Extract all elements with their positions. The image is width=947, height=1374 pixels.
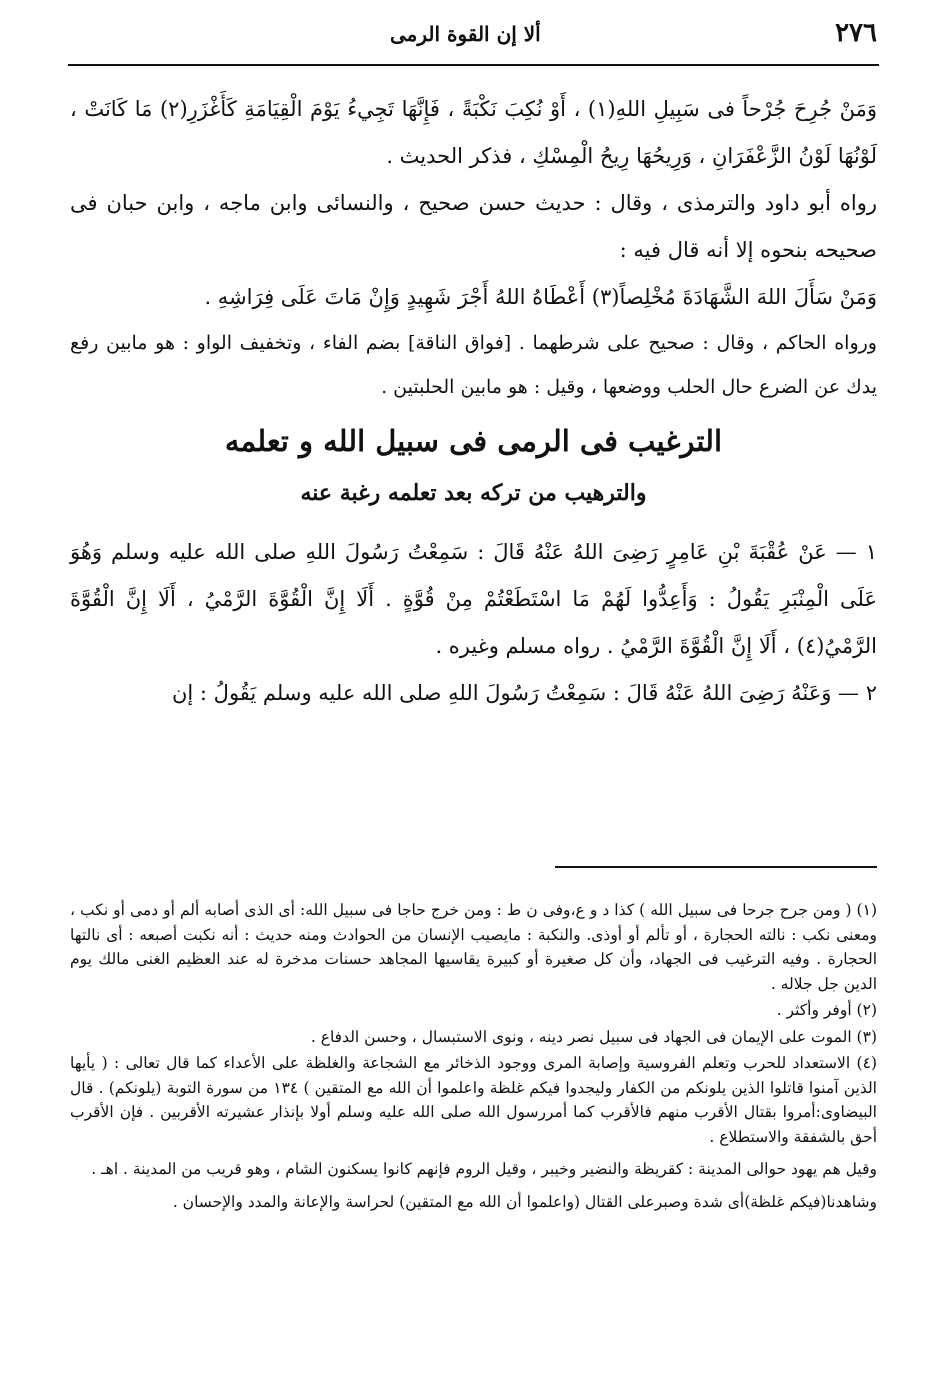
footnote-2: (٢) أوفر وأكثر . [776, 1001, 877, 1019]
footnote-4-continued: وقيل هم يهود حوالى المدينة : كقريظة والنضير وخيبر ، وقيل الروم فإنهم كانوا يسكنون الشام ، وهو قريب من المدينة . اهـ . [91, 1160, 877, 1178]
chapter-subheading: والترهيب من تركه بعد تعلمه رغبة عنه [300, 480, 647, 506]
paragraph-narration: رواه أبو داود والترمذى ، وقال : حديث حسن صحيح ، والنسائى وابن ماجه ، وابن حبان فى صحيحه بنحوه إلا أنه قال فيه : [70, 191, 877, 262]
paragraph-commentary: ورواه الحاكم ، وقال : صحيح على شرطهما . [فواق الناقة] بضم الفاء ، وتخفيف الواو : هو مابين رفع يدك عن الضرع حال الحلب ووضعها ، وقيل : هو مابين الحلبتين . [70, 332, 877, 398]
main-text [70, 86, 877, 717]
running-title: ألا إن القوة الرمى [390, 22, 541, 46]
footnote-divider [555, 866, 877, 868]
chapter-heading: الترغيب فى الرمى فى سبيل الله و تعلمه [224, 424, 723, 458]
header-divider [68, 64, 879, 66]
hadith-1: ١ — عَنْ عُقْبَةَ بْنِ عَامِرٍ رَضِىَ اللهُ عَنْهُ قَالَ : سَمِعْتُ رَسُولَ اللهِ صلى الله عليه وسلم وَهُوَ عَلَى الْمِنْبَرِ يَقُولُ : وَأَعِدُّوا لَهُمْ مَا اسْتَطَعْتُمْ مِنْ قُوَّةٍ . أَلَا إِنَّ الْقُوَّةَ الرَّمْيُ ، أَلَا إِنَّ الْقُوَّةَ الرَّمْيُ(٤) ، أَلَا إِنَّ الْقُوَّةَ الرَّمْيُ . رواه مسلم وغيره . [70, 540, 877, 658]
footnote-4: (٤) الاستعداد للحرب وتعلم الفروسية وإصابة المرى ووجود الذخائر مع الشجاعة والغلظة على الأعداء كما قال تعالى : ( يأيها الذين آمنوا قاتلوا الذين يلونكم من الكفار وليجدوا فيكم غلظة واعلموا أن الله مع المتقين ) ١٣٤ من سورة التوبة (يلونكم) . قال البيضاوى:أمروا بقتال الأقرب منهم فالأقرب كما أمررسول الله صلى الله عليه وسلم أولا بإنذار عشيرته الأقربين . فإن الأقرب أحق بالشفقة والاستطلاع . [70, 1054, 877, 1146]
page-header [60, 18, 887, 58]
paragraph-hadith-continuation: وَمَنْ جُرِحَ جُرْحاً فى سَبِيلِ اللهِ(١) ، أَوْ نُكِبَ نَكْبَةً ، فَإِنَّهَا تَجِيءُ يَوْمَ الْقِيَامَةِ كَأَغْزَرِ(٢) مَا كَانَتْ ، لَوْنُهَا لَوْنُ الزَّعْفَرَانِ ، وَرِيحُهَا رِيحُ الْمِسْكِ ، فذكر الحديث . [70, 97, 877, 168]
footnotes [70, 898, 877, 1216]
page-number: ٢٧٦ [835, 18, 877, 48]
hadith-2: ٢ — وَعَنْهُ رَضِىَ اللهُ عَنْهُ قَالَ : سَمِعْتُ رَسُولَ اللهِ صلى الله عليه وسلم يَقُولُ : إن [172, 681, 877, 705]
paragraph-hadith-quote: وَمَنْ سَأَلَ اللهَ الشَّهَادَةَ مُخْلِصاً(٣) أَعْطَاهُ اللهُ أَجْرَ شَهِيدٍ وَإِنْ مَاتَ عَلَى فِرَاشِهِ . [204, 285, 877, 309]
footnote-3: (٣) الموت على الإيمان فى الجهاد فى سبيل نصر دينه ، ونوى الاستبسال ، وحسن الدفاع . [310, 1027, 877, 1046]
footnote-4-conclusion: وشاهدنا(فيكم غلظة)أى شدة وصبرعلى القتال (واعلموا أن الله مع المتقين) لحراسة والإعانة والمدد والإحسان . [172, 1192, 877, 1211]
footnote-1: (١) ( ومن جرح جرحا فى سبيل الله ) كذا د و ع،وفى ن ط : ومن خرج حاجا فى سبيل الله: أى الذى أصابه ألم أو دمى أو نكب ، ومعنى نكب : نالته الحجارة ، أو تألم أو أوذى. والنكبة : مايصيب الإنسان من الحوادث ومنه حديث : أنه نكبت أصبعه : أى نالتها الحجارة . وفيه الترغيب فى الجهاد، وأن كل صغيرة أو كبيرة يقاسيها المجاهد حسنات مدخرة له عند العظيم الغنى مالك يوم الدين جل جلاله . [70, 901, 877, 993]
